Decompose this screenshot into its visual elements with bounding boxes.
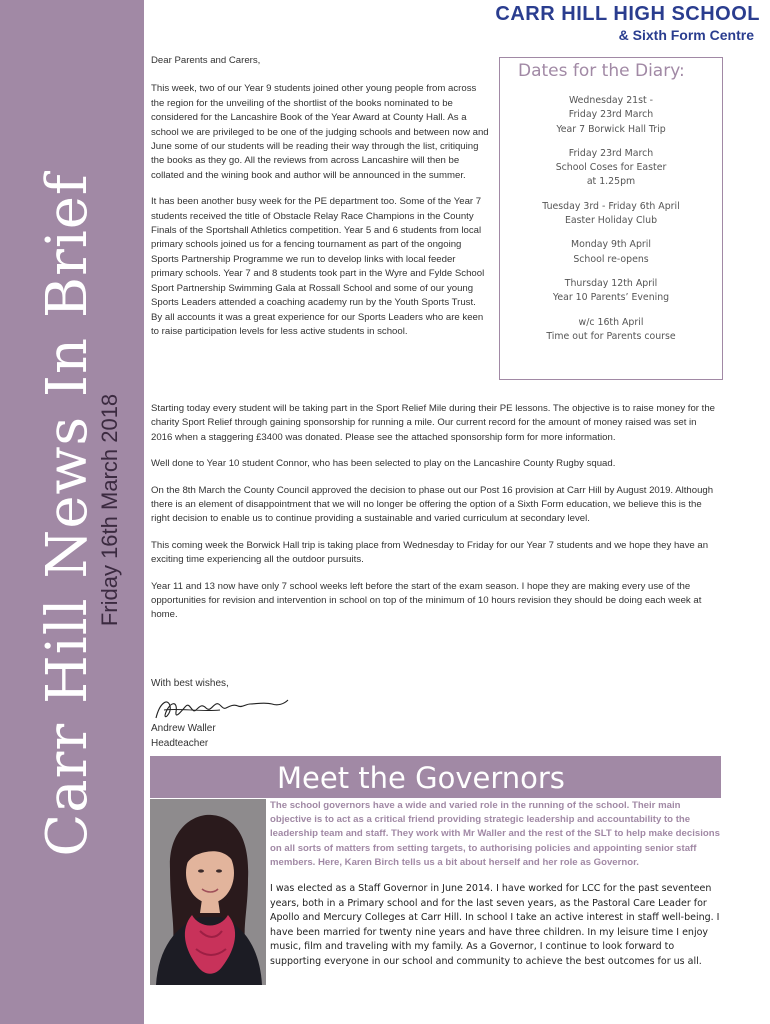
governors-banner: [150, 756, 721, 798]
signatory-name: Andrew Waller: [151, 723, 216, 734]
diary-entry: [500, 277, 722, 306]
diary-entry-line: Friday 23rd March: [568, 147, 654, 159]
diary-entry-line: Time out for Parents course: [546, 330, 676, 342]
dates-for-diary-box: [499, 57, 723, 380]
governor-profile-text: I was elected as a Staff Governor in June 2014. I have worked for LCC for the past seventeen years, both in a Primary school and for the last seven years, as the Pastoral Care Leader for Apollo and Mercury Colleges at Carr Hill. In school I take an active interest in staff well-being. I have been married for twenty nine years and have three children. In my leisure time I enjoy music, film and traveling with my family. As a Governor, I continue to look forward to supporting everyone in our school and community to achieve the best outcomes for us all.: [270, 883, 720, 967]
sidebar: [0, 0, 144, 1024]
letter-paragraph: On the 8th March the County Council approved the decision to phase out our Post 16 provision at Carr Hill by August 2019. Although there is an element of disappointment that we will no longer be offering the option of a Sixth Form education, we believe this is the right decision to enable us to continue providing a sustainable and varied curriculum at secondary level.: [151, 484, 714, 525]
signatory-role: Headteacher: [151, 737, 209, 749]
letter-full-width: [151, 402, 719, 635]
letter-closing: With best wishes,: [151, 678, 229, 689]
diary-entry-line: School re-opens: [573, 253, 649, 265]
diary-entry-line: at 1.25pm: [586, 176, 636, 188]
signatory: [151, 722, 216, 751]
governors-intro: The school governors have a wide and varied role in the running of the school. Their main objective is to act as a critical friend providing strategic leadership and accountability to the leadership team and staff. They work with Mr Waller and the rest of the SLT to help make decisions on all sorts of matters from setting targets, to authorising policies and appointing senior staff members. Here, Karen Birch tells us a bit about herself and her role as Governor.: [270, 800, 720, 868]
diary-entry: [500, 94, 722, 137]
governor-portrait-image: [150, 799, 266, 985]
diary-entry-line: School Coses for Easter: [555, 162, 667, 174]
diary-entry-line: Easter Holiday Club: [564, 215, 658, 227]
diary-entry-line: Wednesday 21st -: [568, 95, 654, 106]
diary-entry-line: Year 7 Borwick Hall Trip: [556, 123, 666, 135]
letter-paragraph: It has been another busy week for the PE department too. Some of the Year 7 students received the title of Obstacle Relay Race Champions in the County Finals of the Sportshall Athletics competition. Year 5 and 6 students from local primary schools joined us for a fencing tournament as part of the ongoing Sports Partnership Programme we run to develop links with local feeder primary schools. Year 7 and 8 students took part in the Wyre and Fylde School Sport Partnership Swimming Gala at Rossall School and some of our young Sports Leaders attended a coaching academy run by the Youth Sports Trust. By all accounts it was a great experience for our Sports Leaders who are keen to raise participation levels for less active students in school.: [151, 196, 485, 337]
letter-paragraph: Starting today every student will be taking part in the Sport Relief Mile during their PE lessons. The objective is to raise money for the charity Sport Relief through gaining sponsorship for running a mile. Our current record for the amount of money raised was set in 2016 when a staggering £3400 was donated. Please see the attached sponsorship form for more information.: [151, 403, 716, 443]
diary-entry-line: Thursday 12th April: [564, 277, 658, 289]
diary-entry: [500, 316, 722, 345]
diary-entry: [500, 238, 722, 267]
diary-entry-line: w/c 16th April: [578, 316, 644, 328]
diary-entry-line: Friday 23rd March: [568, 109, 654, 121]
letter-paragraph: This week, two of our Year 9 students joined other young people from across the region for the unveiling of the shortlist of the books nominated to be considered for the Lancashire Book of the Year Award at County Hall. As a school we are privileged to be one of the judging schools and between now and June some of our students will be reading their way through the list, critiquing the books as they go. All the reviews from across Lancashire will then be collated and the wining book and author will be announced in the summer.: [151, 83, 489, 181]
letter-column: [151, 54, 489, 351]
signature: [150, 692, 290, 726]
letter-paragraph: This coming week the Borwick Hall trip is taking place from Wednesday to Friday for our Year 7 students and we hope they have an exciting time experiencing all the outdoor pursuits.: [151, 539, 709, 566]
school-logo: [495, 2, 760, 44]
newsletter-title: Carr Hill News In Brief: [35, 173, 100, 857]
letter-greeting: Dear Parents and Carers,: [151, 55, 261, 66]
letter-paragraph: Year 11 and 13 now have only 7 school weeks left before the start of the exam season. I hope they are making every use of the opportunities for revision and intervention in school on top of the minimum of 10 hours revision they should be doing each week at home.: [151, 580, 702, 621]
letter-paragraph: Well done to Year 10 student Connor, who has been selected to play on the Lancashire County Rugby squad.: [151, 458, 616, 470]
logo-subtitle: & Sixth Form Centre: [618, 27, 754, 43]
diary-entry: [500, 147, 722, 190]
diary-entry-line: Tuesday 3rd - Friday 6th April: [542, 200, 680, 212]
governors-title: Meet the Governors: [277, 761, 565, 795]
newsletter-date: Friday 16th March 2018: [97, 393, 122, 627]
governor-photo: [150, 799, 266, 985]
diary-entry: [500, 200, 722, 229]
logo-school-name: CARR HILL HIGH SCHOOL: [495, 3, 760, 25]
diary-entry-line: Year 10 Parents’ Evening: [552, 292, 670, 304]
diary-entry-line: Monday 9th April: [571, 239, 651, 251]
diary-title: Dates for the Diary:: [518, 61, 685, 81]
